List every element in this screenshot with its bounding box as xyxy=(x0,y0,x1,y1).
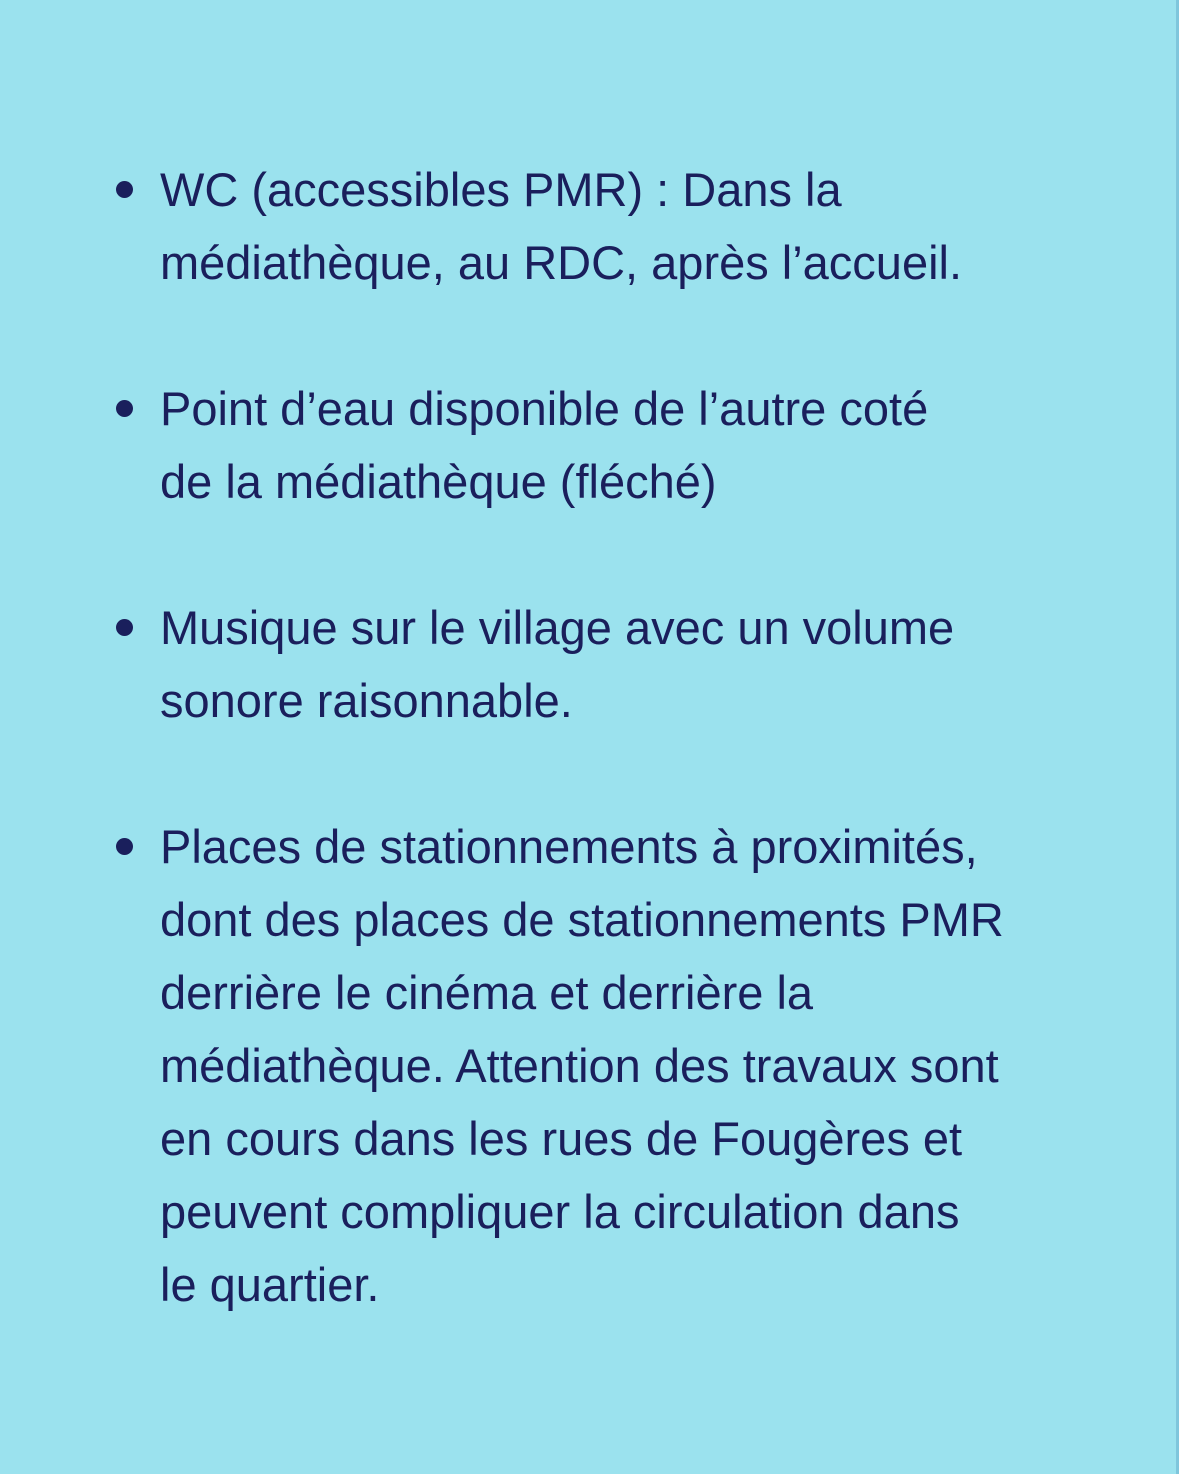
item-line: le quartier. xyxy=(160,1258,380,1311)
list-item-water xyxy=(160,372,1150,518)
item-line: médiathèque, au RDC, après l’accueil. xyxy=(160,236,963,289)
bullet-icon xyxy=(116,619,133,636)
list-item-wc xyxy=(160,153,1150,299)
item-line: de la médiathèque (fléché) xyxy=(160,455,717,508)
item-line: WC (accessibles PMR) : Dans la xyxy=(160,163,842,216)
item-line: derrière le cinéma et derrière la xyxy=(160,966,814,1019)
item-line: sonore raisonnable. xyxy=(160,674,573,727)
list-item-parking xyxy=(160,810,1150,1321)
bullet-icon xyxy=(116,838,133,855)
item-line: médiathèque. Attention des travaux sont xyxy=(160,1039,999,1092)
item-line: Musique sur le village avec un volume xyxy=(160,601,955,654)
item-line: dont des places de stationnements PMR xyxy=(160,893,1004,946)
item-line: Point d’eau disponible de l’autre coté xyxy=(160,382,929,435)
item-line: en cours dans les rues de Fougères et xyxy=(160,1112,963,1165)
list-item-music xyxy=(160,591,1150,737)
item-line: Places de stationnements à proximités, xyxy=(160,820,978,873)
info-list xyxy=(160,153,1150,1321)
item-line: peuvent compliquer la circulation dans xyxy=(160,1185,960,1238)
bullet-icon xyxy=(116,181,133,198)
bullet-icon xyxy=(116,400,133,417)
